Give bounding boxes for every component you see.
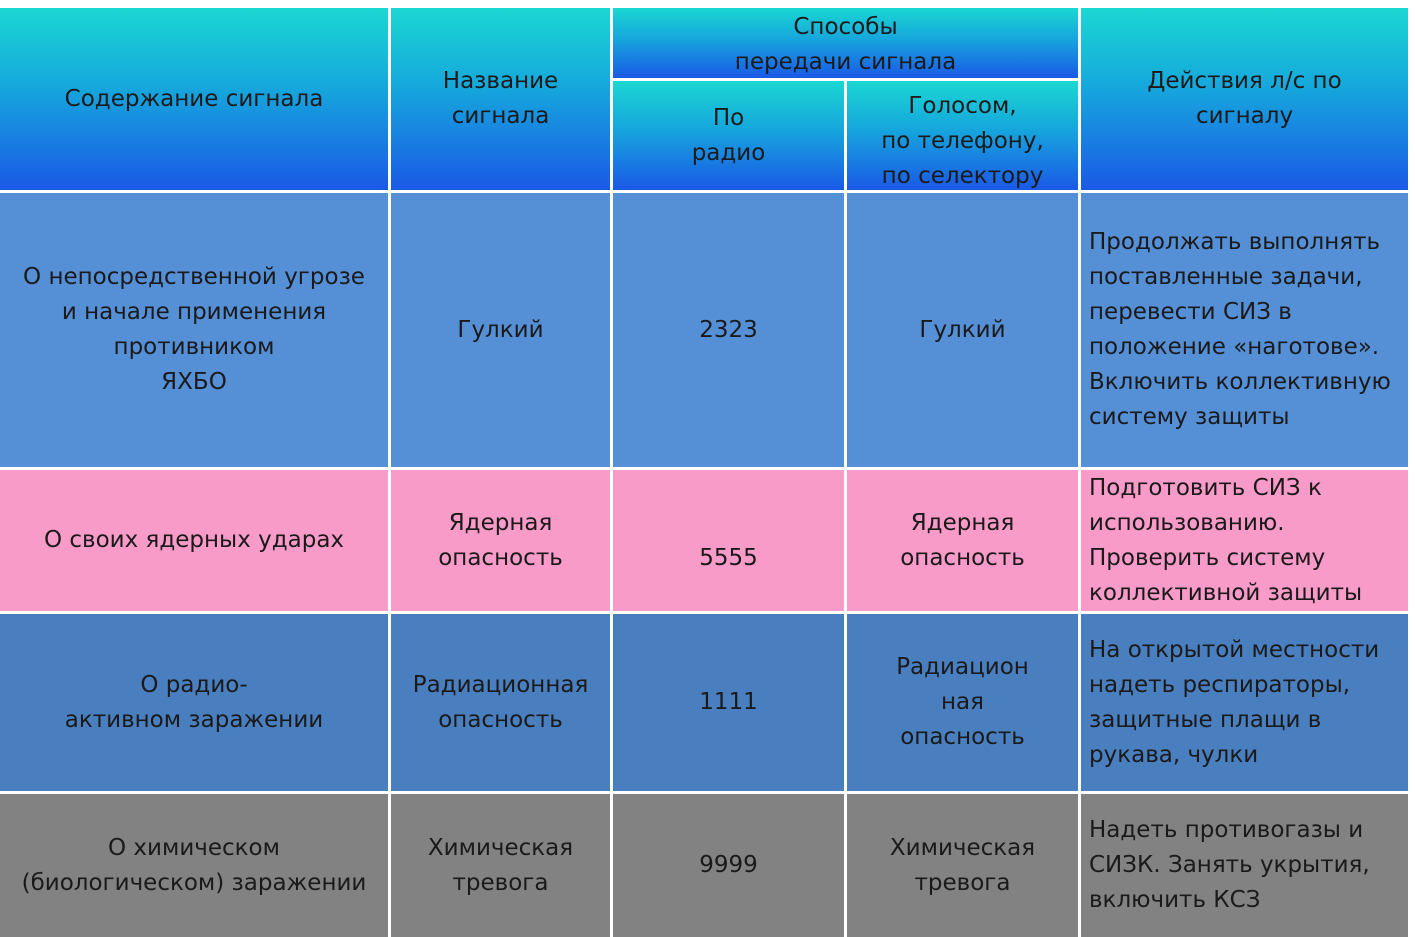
row4-voice: Химическая тревога [847,794,1078,937]
header-voice: Голосом, по телефону, по селектору [847,81,1078,190]
row3-actions: На открытой местности надеть респираторы, защитные плащи в рукава, чулки [1081,614,1408,791]
header-methods: Способы передачи сигнала [613,8,1078,78]
row3-voice: Радиацион ная опасность [847,614,1078,791]
row1-radio: 2323 [613,193,844,467]
header-content: Содержание сигнала [0,8,388,190]
row2-name: Ядерная опасность [391,470,610,611]
row1-voice: Гулкий [847,193,1078,467]
row1-name: Гулкий [391,193,610,467]
row4-actions: Надеть противогазы и СИЗК. Занять укрытия, включить КСЗ [1081,794,1408,937]
row2-voice: Ядерная опасность [847,470,1078,611]
header-radio: По радио [613,81,844,190]
row4-content: О химическом (биологическом) заражении [0,794,388,937]
header-name: Название сигнала [391,8,610,190]
header-actions: Действия л/с по сигналу [1081,8,1408,190]
row2-radio: 5555 [613,470,844,611]
row2-content: О своих ядерных ударах [0,470,388,611]
row3-radio: 1111 [613,614,844,791]
row3-content: О радио- активном заражении [0,614,388,791]
row4-name: Химическая тревога [391,794,610,937]
row2-actions: Подготовить СИЗ к использованию. Проверить систему коллективной защиты [1081,470,1408,611]
row1-actions: Продолжать выполнять поставленные задачи, перевести СИЗ в положение «наготове». Включить коллективную систему защиты [1081,193,1408,467]
row3-name: Радиационная опасность [391,614,610,791]
row4-radio: 9999 [613,794,844,937]
row1-content: О непосредственной угрозе и начале применения противником ЯХБО [0,193,388,467]
